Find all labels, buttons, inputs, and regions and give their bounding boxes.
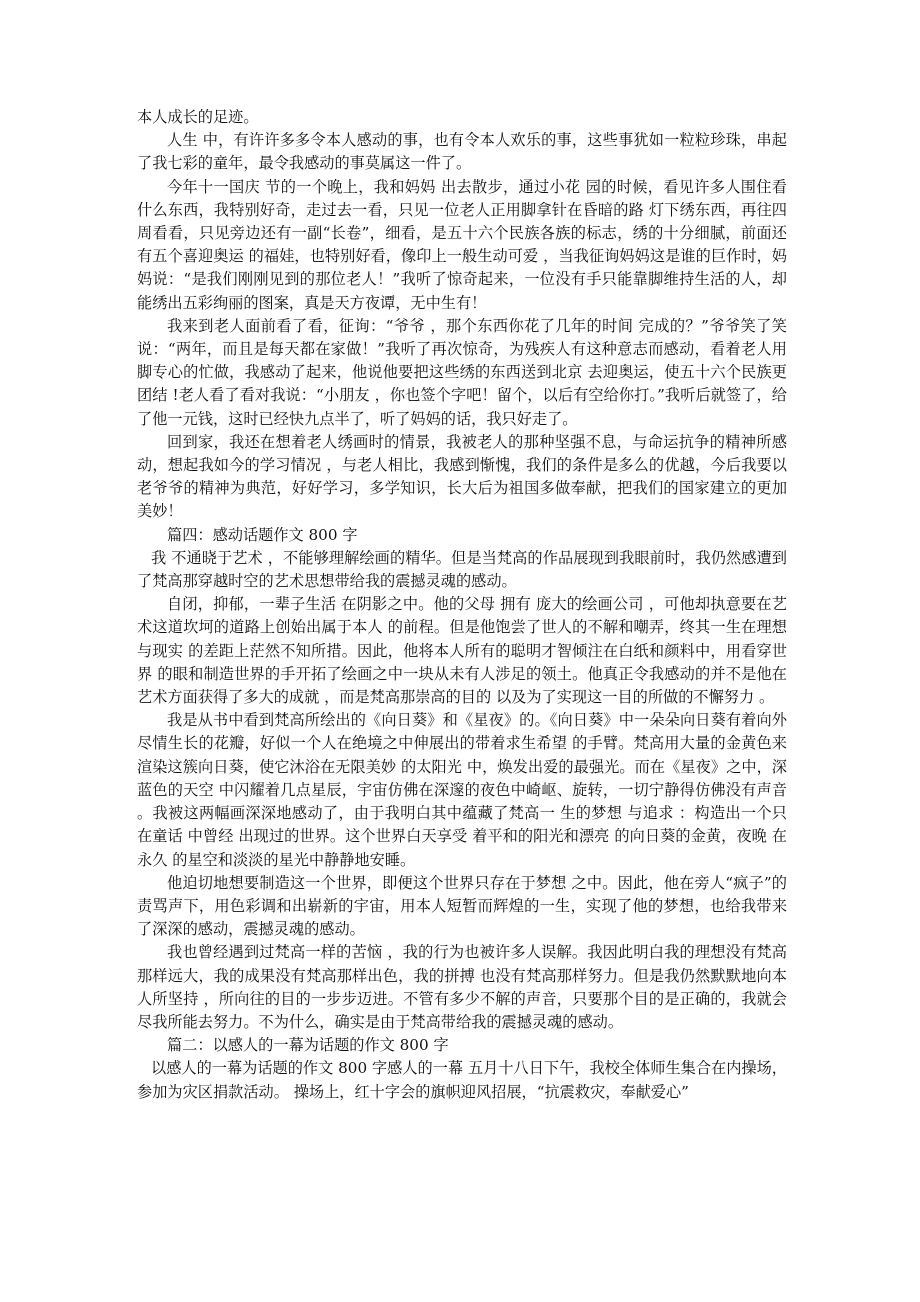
section-heading: 篇二：以感人的一幕为话题的作文 800 字 bbox=[167, 1036, 449, 1055]
paragraph: 我来到老人面前看了看，征询：“爷爷 ，那个东西你花了几年的时间 完成的？”爷爷笑了笑说：“两年，而且是每天都在家做！”我听了再次惊奇，为残疾人有这种意志而感动，看着老人用脚专心的忙做，我感动了起来，他说他要把这些绣的东西送到北京 去迎奥运，使五十六个民族更团结 !老人看了看对我说：“小朋友 ，你也签个字吧！留个，以后有空给你打。”我听后就签了，给了他一元钱，这时已经快九点半了，听了妈妈的话，我只好走了。 bbox=[137, 316, 787, 428]
paragraph: 人生 中，有许许多多令本人感动的事，也有令本人欢乐的事，这些事犹如一粒粒珍珠，串起了我七彩的童年，最令我感动的事莫属这一件了。 bbox=[137, 131, 787, 173]
paragraph: 今年十一国庆 节的一个晚上，我和妈妈 出去散步，通过小花 园的时候，看见许多人围住看什么东西，我特别好奇，走过去一看，只见一位老人正用脚拿针在昏暗的路 灯下绣东西，再往四周看看，只见旁边还有一副“长卷”，细看，是五十六个民族各族的标志，绣的十分细腻，前面还有五个喜迎奥运 的福娃，也特别好看，像印上一般生动可爱 ，当我征询妈妈这是谁的巨作时，妈妈说：“是我们刚刚见到的那位老人！”我听了惊奇起来，一位没有手只能靠脚维持生活的人，却能绣出五彩绚丽的图案，真是天方夜谭，无中生有！ bbox=[137, 177, 787, 312]
paragraph-continuation: 本人成长的足迹。 bbox=[137, 108, 259, 126]
paragraph: 我是从书中看到梵高所绘出的《向日葵》和《星夜》的。《向日葵》中一朵朵向日葵有着向外尽情生长的花瓣，好似一个人在绝境之中伸展出的带着求生希望 的手臂。梵高用大量的金黄色来渲染这簇向日葵，使它沐浴在无限美妙 的太阳光 中，焕发出爱的最强光。而在《星夜》之中，深蓝色的天空 中闪耀着几点星辰，宇宙仿佛在深邃的夜色中崎岖、旋转，一切宁静得仿佛没有声音 。我被这两幅画深深地感动了，由于我明白其中蕴藏了梵高一 生的梦想 与追求 ：构造出一个只在童话 中曾经 出现过的世界。这个世界白天享受 着平和的阳光和漂亮 的向日葵的金黄，夜晚 在永久 的星空和淡淡的星光中静静地安睡。 bbox=[137, 711, 787, 869]
paragraph: 他迫切地想要制造这一个世界，即便这个世界只存在于梦想 之中。因此，他在旁人“疯子”的责骂声下，用色彩调和出崭新的宇宙，用本人短暂而辉煌的一生，实现了他的梦想，也给我带来了深深的感动，震撼灵魂的感动。 bbox=[137, 873, 787, 939]
paragraph: 回到家，我还在想着老人绣画时的情景，我被老人的那种坚强不息，与命运抗争的精神所感动，想起我如今的学习情况 ，与老人相比，我感到惭愧，我们的条件是多么的优越，今后我要以老爷爷的精神为典范，好好学习，多学知识，长大后为祖国多做奉献，把我们的国家建立的更加美妙！ bbox=[137, 432, 787, 521]
paragraph: 我 不通晓于艺术 ，不能够理解绘画的精华。但是当梵高的作品展现到我眼前时，我仍然感遭到了梵高那穿越时空的艺术思想带给我的震撼灵魂的感动。 bbox=[137, 548, 787, 591]
paragraph: 自闭，抑郁，一辈子生活 在阴影之中。他的父母 拥有 庞大的绘画公司 ，可他却执意要在艺术这道坎坷的道路上创始出属于本人 的前程。但是他饱尝了世人的不解和嘲弄，终其一生在理想 与现实 的差距上茫然不知所措。因此，他将本人所有的聪明才智倾注在白纸和颜料中，用看穿世界 的眼和制造世界的手开拓了绘画之中一块从未有人涉足的领土。他真正令我感动的并不是他在艺术方面获得了多大的成就 ，而是梵高那崇高的目的 以及为了实现这一目的所做的不懈努力 。 bbox=[137, 595, 787, 707]
section-heading: 篇四：感动话题作文 800 字 bbox=[167, 525, 358, 544]
paragraph: 我也曾经遇到过梵高一样的苦恼 ，我的行为也被许多人误解。我因此明白我的理想没有梵高那样远大，我的成果没有梵高那样出色，我的拼搏 也没有梵高那样努力。但是我仍然默默地向本人所坚持 ，所向往的目的一步步迈进。不管有多少不解的声音，只要那个目的是正确的，我就会尽我所能去努力。不为什么，确实是由于梵高带给我的震撼灵魂的感动。 bbox=[137, 943, 787, 1031]
paragraph: 以感人的一幕为话题的作文 800 字感人的一幕 五月十八日下午，我校全体师生集合在内操场，参加为灾区捐款活动。 操场上，红十字会的旗帜迎风招展，“抗震救灾，奉献爱心” bbox=[137, 1059, 787, 1101]
document-body bbox=[137, 106, 787, 1104]
